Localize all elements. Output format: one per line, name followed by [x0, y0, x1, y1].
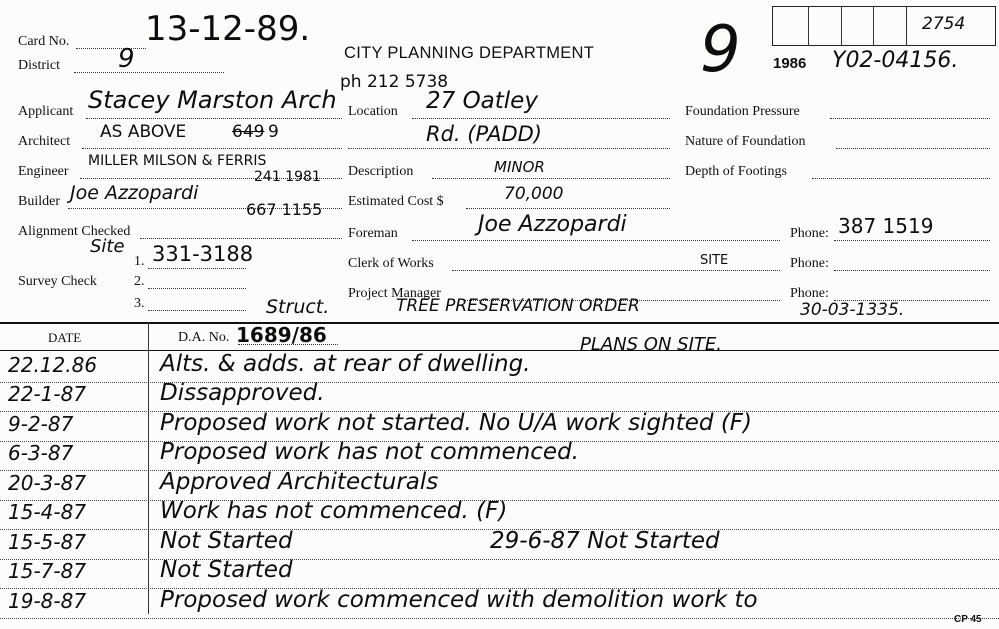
phone-2-line — [834, 270, 990, 271]
box-divider — [841, 6, 842, 46]
check-3-number: 3. — [134, 296, 145, 311]
depth-of-footings-label: Depth of Footings — [685, 164, 787, 179]
architect-value: AS ABOVE — [100, 122, 187, 142]
log-entry-text: Alts. & adds. at rear of dwelling. — [160, 350, 531, 377]
struct-note: Struct. — [266, 296, 330, 318]
check-1-value: 331-3188 — [152, 242, 254, 266]
year-label: 1986 — [773, 55, 807, 72]
district-line — [74, 72, 224, 73]
box-divider — [808, 6, 809, 46]
nature-of-foundation-label: Nature of Foundation — [685, 134, 806, 149]
log-entry-text: Dissapproved. — [160, 380, 325, 406]
clerk-of-works-value: SITE — [700, 253, 729, 268]
log-row-rule — [0, 618, 999, 619]
phone-1-value: 387 1519 — [838, 214, 934, 238]
card-no-value: 13-12-89. — [145, 9, 311, 49]
check-2-line — [148, 288, 246, 289]
builder-phone: 667 1155 — [246, 200, 323, 219]
log-entry-date: 20-3-87 — [8, 470, 87, 495]
architect-label: Architect — [18, 134, 71, 149]
location-line-1-value: 27 Oatley — [426, 88, 538, 114]
phone-2-label: Phone: — [790, 256, 829, 271]
estimated-cost-label: Estimated Cost $ — [348, 194, 444, 209]
box-divider — [906, 6, 907, 46]
location-label: Location — [348, 104, 398, 119]
log-entry-text: Approved Architecturals — [160, 468, 439, 495]
da-number-label: D.A. No. — [178, 330, 230, 345]
foreman-value: Joe Azzopardi — [478, 212, 627, 237]
engineer-phone: 241 1981 — [254, 169, 321, 185]
description-label: Description — [348, 164, 414, 179]
applicant-value: Stacey Marston Arch — [88, 86, 337, 114]
builder-value: Joe Azzopardi — [70, 182, 199, 204]
clerk-of-works-label: Clerk of Works — [348, 256, 434, 271]
date-column-header: DATE — [48, 330, 82, 345]
date-column-divider — [148, 322, 149, 614]
reference-number: Y02-04156. — [832, 48, 959, 73]
architect-line — [82, 148, 342, 149]
log-entry-extra: 29-6-87 Not Started — [490, 527, 720, 554]
box-divider — [873, 6, 874, 46]
log-entry-date: 15-4-87 — [8, 500, 87, 524]
log-row-rule — [0, 470, 999, 471]
log-row-rule — [0, 382, 999, 383]
check-1-line — [148, 268, 246, 269]
log-entry-date: 19-8-87 — [8, 588, 87, 613]
log-entry-date: 15-5-87 — [8, 529, 87, 554]
depth-of-footings-line — [812, 178, 990, 179]
log-row-rule — [0, 559, 999, 560]
description-value: MINOR — [494, 158, 545, 176]
architect-struck: 649 — [232, 122, 265, 142]
plans-on-site-note: PLANS ON SITE. — [580, 334, 722, 355]
box-number: 2754 — [922, 14, 966, 34]
location-line-1 — [412, 118, 670, 119]
big-number: 9 — [700, 13, 741, 87]
log-top-rule — [0, 322, 999, 324]
log-entry-text: Proposed work not started. No U/A work sighted (F) — [160, 409, 752, 436]
district-value: 9 — [118, 44, 135, 74]
engineer-value: MILLER MILSON & FERRIS — [88, 153, 267, 169]
log-entry-date: 6-3-87 — [8, 441, 74, 465]
phone-note: ph 212 5738 — [340, 72, 449, 92]
log-entry-text: Not Started — [160, 527, 293, 554]
log-entry-date: 22.12.86 — [8, 352, 98, 377]
applicant-line — [86, 118, 342, 119]
check-3-line — [148, 310, 246, 311]
site-note: Site — [90, 236, 125, 257]
location-line-2-value: Rd. (PADD) — [426, 122, 542, 146]
log-entry-date: 15-7-87 — [8, 559, 87, 583]
location-line-2 — [348, 148, 670, 149]
estimated-cost-line — [466, 208, 670, 209]
description-line — [432, 178, 670, 179]
check-2-number: 2. — [134, 274, 145, 289]
card-no-line — [76, 48, 146, 49]
log-entry-text: Proposed work commenced with demolition work to — [160, 586, 758, 613]
phone-3-label: Phone: — [790, 286, 829, 301]
phone-1-line — [834, 240, 990, 241]
tree-preservation-note: TREE PRESERVATION ORDER — [396, 296, 640, 316]
project-manager-label: Project Manager — [348, 286, 441, 301]
log-entry-date: 9-2-87 — [8, 411, 74, 436]
log-entry-date: 22-1-87 — [8, 382, 87, 406]
builder-label: Builder — [18, 194, 60, 209]
da-number-value: 1689/86 — [236, 323, 327, 347]
alignment-label: Alignment Checked — [18, 224, 131, 239]
log-entry-text: Proposed work has not commenced. — [160, 439, 579, 465]
card-no-label: Card No. — [18, 34, 70, 49]
foundation-pressure-line — [830, 118, 990, 119]
check-1-number: 1. — [134, 254, 145, 269]
phone-1-label: Phone: — [790, 226, 829, 241]
foundation-pressure-label: Foundation Pressure — [685, 104, 800, 119]
clerk-of-works-line — [452, 270, 780, 271]
applicant-label: Applicant — [18, 104, 74, 119]
foreman-line — [412, 240, 780, 241]
log-entry-text: Not Started — [160, 557, 293, 583]
form-code: CP 45 — [954, 614, 982, 625]
estimated-cost-value: 70,000 — [504, 184, 564, 204]
nature-of-foundation-line — [836, 148, 990, 149]
foreman-label: Foreman — [348, 226, 398, 241]
page-title: CITY PLANNING DEPARTMENT — [344, 44, 595, 62]
engineer-label: Engineer — [18, 164, 69, 179]
survey-label: Survey Check — [18, 274, 97, 289]
log-entry-text: Work has not commenced. (F) — [160, 498, 508, 524]
district-label: District — [18, 58, 60, 73]
phone-3-value: 30-03-1335. — [800, 300, 905, 320]
alignment-line — [140, 238, 342, 239]
architect-suffix: 9 — [268, 122, 279, 142]
